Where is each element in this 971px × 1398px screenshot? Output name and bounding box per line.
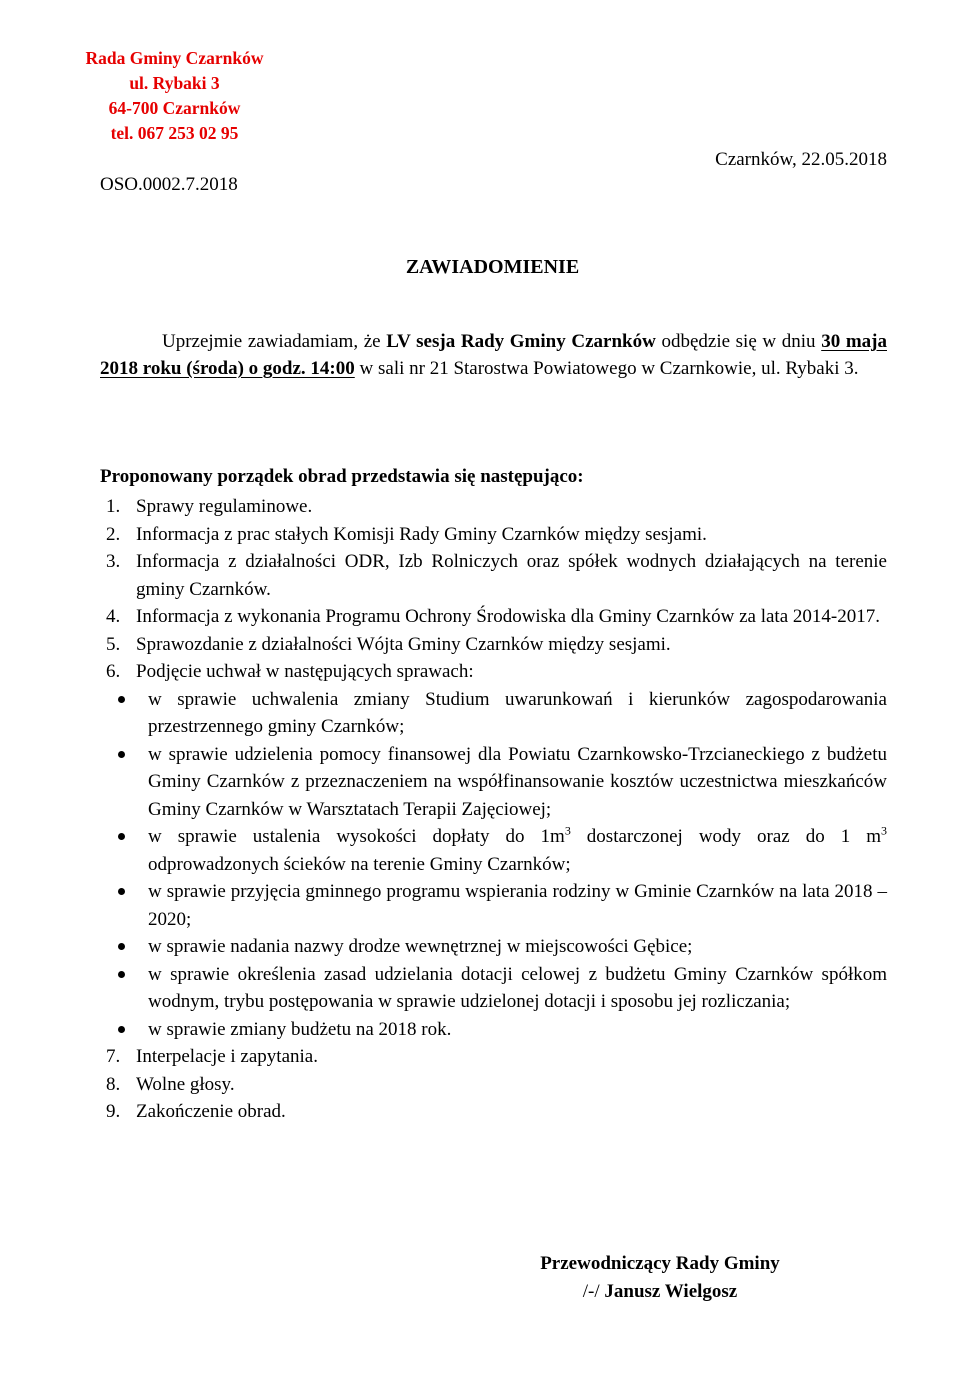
intro-text-2: odbędzie się w dniu xyxy=(655,331,822,352)
signature-name: Janusz Wielgosz xyxy=(604,1281,738,1302)
agenda-item-number: 4. xyxy=(106,606,121,627)
resolution-item xyxy=(100,823,887,878)
bullet-icon xyxy=(118,888,125,895)
resolution-text: w sprawie przyjęcia gminnego programu wspierania rodziny w Gminie Czarnków na lata 2018 – 2020; xyxy=(148,881,887,930)
signature-line xyxy=(500,1278,820,1306)
resolution-item xyxy=(100,1016,887,1044)
bullet-icon xyxy=(118,751,125,758)
intro-paragraph xyxy=(100,328,887,382)
agenda-item xyxy=(100,603,887,631)
place-date: Czarnków, 22.05.2018 xyxy=(715,149,887,170)
agenda-item-text: Interpelacje i zapytania. xyxy=(136,1046,318,1067)
agenda-item-number: 7. xyxy=(106,1046,121,1067)
resolution-item xyxy=(100,686,887,741)
document-title: ZAWIADOMIENIE xyxy=(405,256,580,278)
intro-text-1: Uprzejmie zawiadamiam, że xyxy=(162,331,387,352)
sender-city: 64-700 Czarnków xyxy=(108,98,241,118)
sender-name: Rada Gminy Czarnków xyxy=(85,48,264,68)
agenda-item-text: Zakończenie obrad. xyxy=(136,1101,286,1122)
agenda-item-number: 3. xyxy=(106,551,121,572)
agenda-item-text: Informacja z wykonania Programu Ochrony Środowiska dla Gminy Czarnków za lata 2014-2017. xyxy=(136,606,880,627)
agenda-item xyxy=(100,548,887,603)
agenda-heading: Proponowany porządek obrad przedstawia się następująco: xyxy=(100,466,584,487)
resolution-text: w sprawie określenia zasad udzielania dotacji celowej z budżetu Gminy Czarnków spółkom wodnym, trybu postępowania w sprawie udzielonej dotacji i sposobu jej rozliczania; xyxy=(148,963,887,1012)
agenda-item xyxy=(100,1071,887,1099)
agenda-item xyxy=(100,493,887,521)
agenda-item xyxy=(100,631,887,659)
superscript: 3 xyxy=(881,823,887,838)
resolution-text: odprowadzonych ścieków na terenie Gminy Czarnków; xyxy=(148,853,571,875)
resolution-text: w sprawie uchwalenia zmiany Studium uwarunkowań i kierunków zagospodarowania przestrzennego gminy Czarnków; xyxy=(148,688,887,737)
bullet-icon xyxy=(118,696,125,703)
agenda-item xyxy=(100,1098,887,1126)
resolution-text: w sprawie ustalenia wysokości dopłaty do 1m xyxy=(148,826,565,847)
bullet-icon xyxy=(118,1026,125,1033)
agenda-list xyxy=(100,493,887,1126)
resolution-text: w sprawie udzielenia pomocy finansowej dla Powiatu Czarnkowsko-Trzcianeckiego z budżetu Gminy Czarnków z przeznaczeniem na współfinansowanie kosztów uczestnictwa mieszkańców Gminy Czarnków w Warsztatach Terapii Zajęciowej; xyxy=(148,743,887,820)
agenda-item-number: 9. xyxy=(106,1101,121,1122)
agenda-item-number: 2. xyxy=(106,523,121,545)
agenda-item-text: Informacja z działalności ODR, Izb Rolniczych oraz spółek wodnych działających na terenie gminy Czarnków. xyxy=(136,551,887,600)
resolution-text: w sprawie zmiany budżetu na 2018 rok. xyxy=(148,1018,452,1040)
agenda-item-text: Informacja z prac stałych Komisji Rady Gminy Czarnków między sesjami. xyxy=(136,523,707,545)
bullet-icon xyxy=(118,971,125,978)
bullet-icon xyxy=(118,943,125,950)
resolution-list xyxy=(136,686,887,1044)
sender-phone: tel. 067 253 02 95 xyxy=(110,123,239,143)
agenda-item xyxy=(100,521,887,549)
session-name: LV sesja Rady Gminy Czarnków xyxy=(386,331,656,352)
agenda-item xyxy=(100,1043,887,1071)
agenda-item-text: Sprawozdanie z działalności Wójta Gminy Czarnków między sesjami. xyxy=(136,633,671,655)
agenda-item-text: Podjęcie uchwał w następujących sprawach: xyxy=(136,661,474,682)
signature-role: Przewodniczący Rady Gminy xyxy=(540,1253,780,1274)
agenda-item-number: 6. xyxy=(106,661,121,682)
agenda-item-text: Sprawy regulaminowe. xyxy=(136,496,313,517)
superscript: 3 xyxy=(564,823,571,838)
resolution-item xyxy=(100,933,887,961)
intro-text-3: w sali nr 21 Starostwa Powiatowego w Czarnkowie, ul. Rybaki 3. xyxy=(354,358,859,379)
session-datetime: 30 maja 2018 roku (środa) o godz. 14:00 xyxy=(100,331,887,379)
resolution-text: w sprawie nadania nazwy drodze wewnętrznej w miejscowości Gębice; xyxy=(148,936,693,957)
sender-street: ul. Rybaki 3 xyxy=(129,73,220,93)
sender-address-block xyxy=(72,46,277,146)
resolution-text: dostarczonej wody oraz do 1 m xyxy=(570,826,881,847)
signature-block xyxy=(500,1250,820,1306)
reference-number: OSO.0002.7.2018 xyxy=(100,174,238,195)
resolution-item xyxy=(100,878,887,933)
agenda-item-number: 1. xyxy=(106,496,121,517)
bullet-icon xyxy=(118,833,125,840)
resolution-item xyxy=(100,961,887,1016)
agenda-item xyxy=(100,658,887,1043)
resolution-item xyxy=(100,741,887,824)
agenda-item-number: 5. xyxy=(106,633,121,655)
agenda-item-text: Wolne głosy. xyxy=(136,1073,235,1095)
signature-prefix: /-/ xyxy=(582,1281,605,1302)
agenda-item-number: 8. xyxy=(106,1073,121,1095)
